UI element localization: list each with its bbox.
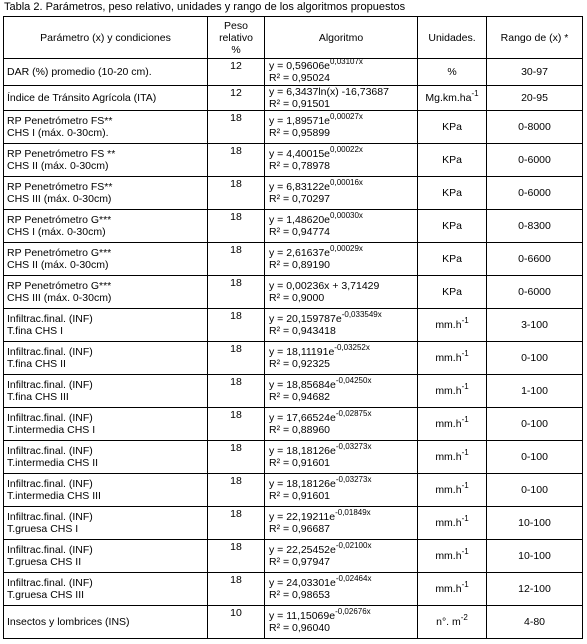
param-cell	[4, 210, 208, 243]
equation-base: y = 20,159787e	[269, 313, 342, 325]
param-line1: Índice de Tránsito Agrícola (ITA)	[7, 92, 157, 104]
r-squared: R² = 0,943418	[269, 325, 336, 337]
unidades-cell	[418, 606, 487, 639]
table-row	[4, 507, 583, 540]
unit-text: mm.h	[435, 352, 462, 364]
param-line2: T.gruesa CHS I	[7, 523, 79, 535]
param-cell	[4, 573, 208, 606]
unit-text: mm.h	[435, 484, 462, 496]
peso-cell: 18	[208, 408, 265, 441]
param-line2: T.fina CHS II	[7, 358, 66, 370]
r-squared: R² = 0,91501	[269, 98, 331, 110]
header-peso-line1: Peso	[224, 19, 248, 32]
equation	[269, 177, 417, 193]
param-line2: T.fina CHS I	[7, 325, 64, 337]
peso-cell: 18	[208, 309, 265, 342]
param-line1: RP Penetrómetro FS**	[7, 181, 113, 193]
param-line1: DAR (%) promedio (10-20 cm).	[7, 66, 152, 78]
equation-exponent: -0,04250x	[335, 375, 372, 385]
param-cell	[4, 177, 208, 210]
equation	[269, 441, 417, 457]
table-row	[4, 243, 583, 276]
unit-text: mm.h	[435, 385, 462, 397]
table-row	[4, 111, 583, 144]
unit-text: mm.h	[435, 319, 462, 331]
algoritmo-cell	[265, 507, 418, 540]
rango-cell: 4-80	[487, 606, 583, 639]
param-line2: T.fina CHS III	[7, 391, 69, 403]
header-unidades: Unidades.	[418, 17, 487, 59]
peso-cell: 18	[208, 474, 265, 507]
table-row	[4, 474, 583, 507]
param-line1: RP Penetrómetro G***	[7, 280, 112, 292]
param-line2: T.gruesa CHS III	[7, 589, 85, 601]
param-line1: Infiltrac.final. (INF)	[7, 313, 93, 325]
equation-base: y = 6,3437ln(x) -16,73687	[269, 86, 389, 98]
r-squared: R² = 0,96687	[269, 523, 331, 535]
header-param: Parámetro (x) y condiciones	[4, 17, 208, 59]
equation	[269, 408, 417, 424]
unit-exponent: -1	[471, 88, 479, 98]
unit-text: mm.h	[435, 583, 462, 595]
table-row	[4, 177, 583, 210]
header-peso-line2: relativo	[219, 31, 253, 44]
equation	[269, 342, 417, 358]
peso-cell: 12	[208, 86, 265, 111]
table-row	[4, 309, 583, 342]
unidades-cell	[418, 59, 487, 86]
rango-cell: 20-95	[487, 86, 583, 111]
equation-exponent: -0,03273x	[335, 474, 372, 484]
unit-text: n°. m	[436, 616, 461, 628]
unit-exponent: -1	[461, 414, 469, 424]
peso-cell: 18	[208, 441, 265, 474]
r-squared: R² = 0,97947	[269, 556, 331, 568]
rango-cell: 3-100	[487, 309, 583, 342]
param-line2: T.intermedia CHS III	[7, 490, 101, 502]
param-line2: T.intermedia CHS II	[7, 457, 99, 469]
equation	[269, 111, 417, 127]
unit-text: KPa	[442, 220, 462, 232]
peso-cell: 18	[208, 573, 265, 606]
unit-exponent: -1	[461, 447, 469, 457]
equation-base: y = 1,89571e	[269, 115, 331, 127]
rango-cell: 0-100	[487, 441, 583, 474]
equation	[269, 573, 417, 589]
r-squared: R² = 0,95024	[269, 72, 331, 84]
unidades-cell	[418, 144, 487, 177]
param-cell	[4, 309, 208, 342]
r-squared: R² = 0,88960	[269, 424, 331, 436]
algoritmo-cell	[265, 408, 418, 441]
rango-cell: 0-6000	[487, 144, 583, 177]
algoritmo-cell	[265, 210, 418, 243]
param-line2: CHS I (máx. 0-30cm)	[7, 226, 106, 238]
param-line1: Infiltrac.final. (INF)	[7, 445, 93, 457]
peso-cell: 18	[208, 210, 265, 243]
table-row	[4, 375, 583, 408]
unidades-cell	[418, 441, 487, 474]
equation	[269, 507, 417, 523]
unit-text: mm.h	[435, 517, 462, 529]
unit-exponent: -1	[461, 315, 469, 325]
param-line1: Infiltrac.final. (INF)	[7, 544, 93, 556]
unidades-cell	[418, 210, 487, 243]
unit-exponent: -1	[461, 381, 469, 391]
header-peso-line3: %	[231, 43, 241, 56]
unit-text: mm.h	[435, 451, 462, 463]
unidades-cell	[418, 177, 487, 210]
rango-cell: 0-6000	[487, 276, 583, 309]
param-cell	[4, 86, 208, 111]
equation-base: y = 0,59606e	[269, 60, 331, 72]
equation-base: y = 18,18126e	[269, 478, 336, 490]
r-squared: R² = 0,91601	[269, 457, 331, 469]
equation-exponent: -0,02464x	[335, 573, 372, 583]
param-line1: Infiltrac.final. (INF)	[7, 412, 93, 424]
unit-text: mm.h	[435, 418, 462, 430]
unidades-cell	[418, 540, 487, 573]
table-row	[4, 210, 583, 243]
r-squared: R² = 0,94774	[269, 226, 331, 238]
r-squared: R² = 0,92325	[269, 358, 331, 370]
rango-cell: 0-6600	[487, 243, 583, 276]
rango-cell: 0-8000	[487, 111, 583, 144]
equation-base: y = 18,18126e	[269, 445, 336, 457]
param-cell	[4, 144, 208, 177]
unit-text: KPa	[442, 154, 462, 166]
rango-cell: 0-6000	[487, 177, 583, 210]
algoritmo-cell	[265, 441, 418, 474]
unit-exponent: -1	[461, 348, 469, 358]
equation	[269, 86, 417, 98]
unit-text: mm.h	[435, 550, 462, 562]
unidades-cell	[418, 474, 487, 507]
equation-base: y = 0,00236x + 3,71429	[269, 280, 380, 292]
unidades-cell	[418, 342, 487, 375]
peso-cell: 10	[208, 606, 265, 639]
param-cell	[4, 111, 208, 144]
unit-exponent: -1	[461, 513, 469, 523]
unidades-cell	[418, 276, 487, 309]
r-squared: R² = 0,91601	[269, 490, 331, 502]
equation-exponent: 0,03107x	[330, 56, 363, 66]
algoritmo-cell	[265, 111, 418, 144]
param-line2: CHS III (máx. 0-30cm)	[7, 193, 112, 205]
equation	[269, 144, 417, 160]
peso-cell: 18	[208, 375, 265, 408]
rango-cell: 30-97	[487, 59, 583, 86]
param-cell	[4, 474, 208, 507]
equation-exponent: -0,02100x	[335, 540, 372, 550]
equation-base: y = 4,40015e	[269, 148, 331, 160]
param-line1: Infiltrac.final. (INF)	[7, 511, 93, 523]
param-cell	[4, 408, 208, 441]
equation-exponent: 0,00022x	[330, 144, 363, 154]
peso-cell: 18	[208, 540, 265, 573]
r-squared: R² = 0,98653	[269, 589, 331, 601]
param-cell	[4, 276, 208, 309]
unit-exponent: -2	[460, 612, 468, 622]
algoritmo-cell	[265, 144, 418, 177]
r-squared: R² = 0,78978	[269, 160, 331, 172]
param-line2: CHS II (máx. 0-30cm)	[7, 160, 109, 172]
peso-cell: 18	[208, 507, 265, 540]
param-line1: Infiltrac.final. (INF)	[7, 379, 93, 391]
rango-cell: 0-100	[487, 474, 583, 507]
header-rango: Rango de (x) *	[487, 17, 583, 59]
header-algoritmo: Algoritmo	[265, 17, 418, 59]
rango-cell: 0-100	[487, 342, 583, 375]
equation-base: y = 1,48620e	[269, 214, 331, 226]
peso-cell: 18	[208, 243, 265, 276]
equation-exponent: -0,03252x	[334, 342, 370, 352]
equation-exponent: -0,02875x	[335, 408, 372, 418]
table-caption: Tabla 2. Parámetros, peso relativo, unidades y rango de los algoritmos propuestos	[4, 1, 406, 13]
param-cell	[4, 243, 208, 276]
unidades-cell	[418, 111, 487, 144]
equation	[269, 606, 417, 622]
equation	[269, 474, 417, 490]
rango-cell: 0-100	[487, 408, 583, 441]
param-cell	[4, 606, 208, 639]
equation-base: y = 24,03301e	[269, 577, 336, 589]
table-row	[4, 441, 583, 474]
param-line1: RP Penetrómetro FS **	[7, 148, 116, 160]
param-line1: RP Penetrómetro G***	[7, 214, 112, 226]
algoritmo-cell	[265, 474, 418, 507]
param-line1: RP Penetrómetro G***	[7, 247, 112, 259]
unit-text: KPa	[442, 253, 462, 265]
algorithms-table	[3, 16, 583, 639]
param-cell	[4, 507, 208, 540]
equation-exponent: -0,033549x	[341, 309, 382, 319]
algoritmo-cell	[265, 177, 418, 210]
r-squared: R² = 0,95899	[269, 127, 331, 139]
algoritmo-cell	[265, 309, 418, 342]
equation-exponent: -0,02676x	[335, 606, 371, 616]
equation-base: y = 18,11191e	[269, 346, 335, 358]
unidades-cell	[418, 408, 487, 441]
equation-exponent: 0,00029x	[330, 243, 363, 253]
header-peso	[208, 17, 265, 59]
table-row	[4, 144, 583, 177]
table-row	[4, 342, 583, 375]
peso-cell: 18	[208, 144, 265, 177]
table-row	[4, 59, 583, 86]
unit-exponent: -1	[461, 480, 469, 490]
equation-base: y = 18,85684e	[269, 379, 336, 391]
rango-cell: 12-100	[487, 573, 583, 606]
table-row	[4, 408, 583, 441]
table-row	[4, 540, 583, 573]
unidades-cell	[418, 86, 487, 111]
equation-exponent: 0,00016x	[330, 177, 363, 187]
equation-base: y = 17,66524e	[269, 412, 336, 424]
param-cell	[4, 540, 208, 573]
equation	[269, 375, 417, 391]
equation-exponent: 0,00027x	[330, 111, 363, 121]
equation	[269, 210, 417, 226]
param-line1: RP Penetrómetro FS**	[7, 115, 113, 127]
equation-base: y = 11,15069e	[269, 610, 336, 622]
r-squared: R² = 0,9000	[269, 292, 325, 304]
unidades-cell	[418, 375, 487, 408]
unit-text: KPa	[442, 121, 462, 133]
param-line1: Infiltrac.final. (INF)	[7, 577, 93, 589]
unit-text: %	[447, 66, 457, 78]
equation-exponent: -0,01849x	[335, 507, 371, 517]
algoritmo-cell	[265, 56, 418, 86]
algoritmo-cell	[265, 573, 418, 606]
r-squared: R² = 0,89190	[269, 259, 331, 271]
unidades-cell	[418, 309, 487, 342]
unidades-cell	[418, 243, 487, 276]
algoritmo-cell	[265, 243, 418, 276]
param-line1: Infiltrac.final. (INF)	[7, 478, 93, 490]
table-row	[4, 276, 583, 309]
algoritmo-cell	[265, 342, 418, 375]
peso-cell: 18	[208, 342, 265, 375]
peso-cell: 18	[208, 276, 265, 309]
algoritmo-cell	[265, 276, 418, 309]
param-cell	[4, 342, 208, 375]
param-line2: CHS II (máx. 0-30cm)	[7, 259, 109, 271]
equation-base: y = 22,19211e	[269, 511, 336, 523]
param-cell	[4, 441, 208, 474]
peso-cell: 18	[208, 111, 265, 144]
unit-text: KPa	[442, 286, 462, 298]
equation	[269, 309, 417, 325]
unidades-cell	[418, 573, 487, 606]
algoritmo-cell	[265, 86, 418, 111]
table-row	[4, 573, 583, 606]
rango-cell: 10-100	[487, 507, 583, 540]
unit-text: KPa	[442, 187, 462, 199]
rango-cell: 0-8300	[487, 210, 583, 243]
r-squared: R² = 0,94682	[269, 391, 331, 403]
table-body	[4, 56, 583, 639]
equation	[269, 280, 417, 292]
r-squared: R² = 0,96040	[269, 622, 331, 634]
unit-exponent: -1	[461, 579, 469, 589]
algoritmo-cell	[265, 540, 418, 573]
param-line2: CHS III (máx. 0-30cm)	[7, 292, 112, 304]
r-squared: R² = 0,70297	[269, 193, 331, 205]
param-line2: T.intermedia CHS I	[7, 424, 96, 436]
param-cell	[4, 59, 208, 86]
equation	[269, 243, 417, 259]
param-line1: Infiltrac.final. (INF)	[7, 346, 93, 358]
table-row	[4, 606, 583, 639]
equation	[269, 56, 417, 72]
equation-exponent: -0,03273x	[335, 441, 372, 451]
unit-text: Mg.km.ha	[425, 92, 472, 104]
equation-base: y = 22,25452e	[269, 544, 336, 556]
algoritmo-cell	[265, 375, 418, 408]
table-row	[4, 86, 583, 111]
equation	[269, 540, 417, 556]
unit-exponent: -1	[461, 546, 469, 556]
rango-cell: 10-100	[487, 540, 583, 573]
peso-cell: 18	[208, 177, 265, 210]
algoritmo-cell	[265, 606, 418, 639]
equation-base: y = 2,61637e	[269, 247, 331, 259]
equation-base: y = 6,83122e	[269, 181, 331, 193]
peso-cell: 12	[208, 59, 265, 86]
unidades-cell	[418, 507, 487, 540]
param-line2: T.gruesa CHS II	[7, 556, 82, 568]
rango-cell: 1-100	[487, 375, 583, 408]
header-row	[4, 17, 583, 59]
param-line1: Insectos y lombrices (INS)	[7, 616, 130, 628]
param-cell	[4, 375, 208, 408]
equation-exponent: 0,00030x	[330, 210, 363, 220]
param-line2: CHS I (máx. 0-30cm).	[7, 127, 109, 139]
